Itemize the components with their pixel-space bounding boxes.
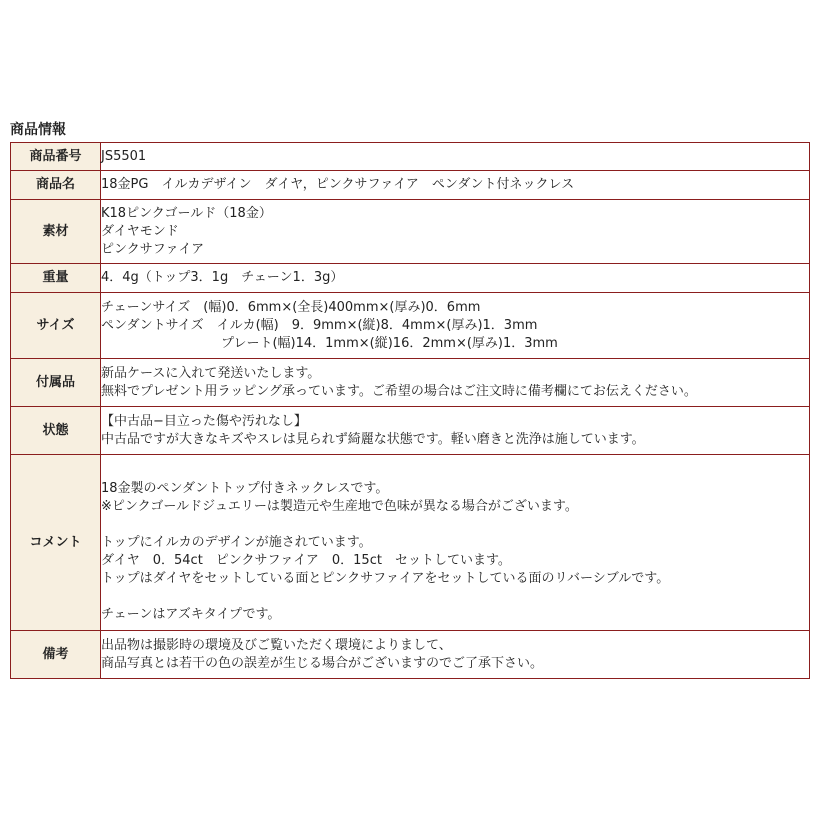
row-product-name <box>11 171 810 200</box>
section-title: 商品情報 <box>10 122 66 138</box>
row-size <box>11 293 810 359</box>
condition-line: 中古品ですが大きなキズやスレは見られず綺麗な状態です。軽い磨きと洗浄は施しています。 <box>101 431 645 447</box>
row-weight <box>11 264 810 293</box>
label-accessories: 付属品 <box>11 359 101 407</box>
label-product-name: 商品名 <box>11 171 101 200</box>
comment-line <box>101 516 809 534</box>
comment-line <box>101 462 809 480</box>
label-condition: 状態 <box>11 407 101 455</box>
value-size <box>101 293 810 359</box>
label-comment: コメント <box>11 455 101 631</box>
comment-line: トップにイルカのデザインが施されています。 <box>101 534 372 550</box>
size-line: ペンダントサイズ イルカ(幅) 9．9mm×(縦)8．4mm×(厚み)1．3mm <box>101 317 538 333</box>
row-material <box>11 200 810 264</box>
size-line: プレート(幅)14．1mm×(縦)16．2mm×(厚み)1．3mm <box>221 335 558 351</box>
label-weight: 重量 <box>11 264 101 293</box>
value-notes <box>101 631 810 679</box>
comment-line: ※ピンクゴールドジュエリーは製造元や生産地で色味が異なる場合がございます。 <box>101 498 578 514</box>
label-size: サイズ <box>11 293 101 359</box>
notes-line: 商品写真とは若干の色の誤差が生じる場合がございますのでご了承下さい。 <box>101 655 544 671</box>
comment-line: チェーンはアズキタイプです。 <box>101 606 281 622</box>
comment-line: ダイヤ 0．54ct ピンクサファイア 0．15ct セットしています。 <box>101 552 511 568</box>
value-accessories <box>101 359 810 407</box>
value-product-name: 18金PG イルカデザイン ダイヤ，ピンクサファイア ペンダント付ネックレス <box>101 171 810 200</box>
label-material: 素材 <box>11 200 101 264</box>
notes-line: 出品物は撮影時の環境及びご覧いただく環境によりまして、 <box>101 637 452 653</box>
label-notes: 備考 <box>11 631 101 679</box>
material-line: K18ピンクゴールド（18金） <box>101 205 272 221</box>
product-info-table <box>10 142 810 679</box>
condition-line: 【中古品−目立った傷や汚れなし】 <box>101 413 307 429</box>
size-line: チェーンサイズ (幅)0．6mm×(全長)400mm×(厚み)0．6mm <box>101 299 481 315</box>
value-condition <box>101 407 810 455</box>
row-item-number <box>11 143 810 171</box>
value-material <box>101 200 810 264</box>
row-condition <box>11 407 810 455</box>
row-notes <box>11 631 810 679</box>
row-accessories <box>11 359 810 407</box>
comment-line: トップはダイヤをセットしている面とピンクサファイアをセットしている面のリバーシブルです。 <box>101 570 670 586</box>
comment-line <box>101 588 809 606</box>
material-line: ピンクサファイア <box>101 241 205 257</box>
accessories-line: 新品ケースに入れて発送いたします。 <box>101 365 321 381</box>
label-item-number: 商品番号 <box>11 143 101 171</box>
comment-line: 18金製のペンダントトップ付きネックレスです。 <box>101 480 389 496</box>
value-weight: 4．4g（トップ3．1g チェーン1．3g） <box>101 264 810 293</box>
value-comment <box>101 455 810 631</box>
accessories-line: 無料でプレゼント用ラッピング承っています。ご希望の場合はご注文時に備考欄にてお伝えください。 <box>101 383 697 399</box>
row-comment <box>11 455 810 631</box>
value-item-number: JS5501 <box>101 143 810 171</box>
material-line: ダイヤモンド <box>101 223 179 239</box>
